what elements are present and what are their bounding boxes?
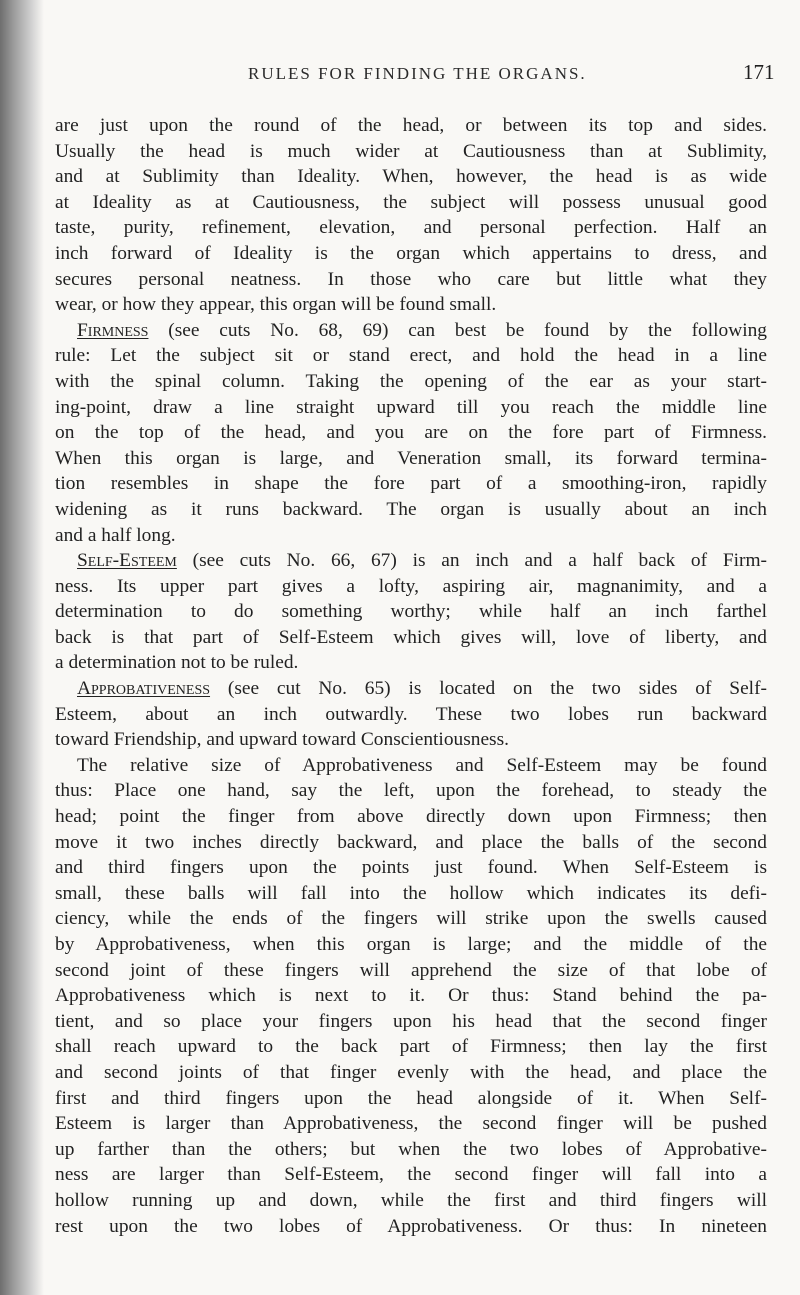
- text-line: Usually the head is much wider at Cautiousness than at Sublimity,: [55, 140, 767, 162]
- heading-firmness: Firmness: [77, 319, 149, 341]
- text-fragment: (see cut No. 65) is located on the two sides of Self-: [227, 678, 767, 700]
- text-line: Approbativeness which is next to it. Or thus: Stand behind the pa-: [55, 985, 767, 1007]
- text-line: shall reach upward to the back part of Firmness; then lay the first: [55, 1036, 767, 1058]
- text-line: a determination not to be ruled.: [55, 652, 299, 674]
- text-line: The relative size of Approbativeness and Self-Esteem may be found: [77, 754, 767, 776]
- text-line: rule: Let the subject sit or stand erect, and hold the head in a line: [55, 345, 767, 367]
- text-line: inch forward of Ideality is the organ which appertains to dress, and: [55, 242, 767, 264]
- text-fragment: (see cuts No. 66, 67) is an inch and a half back of Firm-: [192, 550, 767, 572]
- body-text: [55, 113, 767, 1239]
- text-line: first and third fingers upon the head alongside of it. When Self-: [55, 1087, 767, 1109]
- text-line: wear, or how they appear, this organ will be found small.: [55, 294, 497, 316]
- text-line: head; point the finger from above directly down upon Firmness; then: [55, 806, 767, 828]
- text-line: ness. Its upper part gives a lofty, aspiring air, magnanimity, and a: [55, 575, 767, 597]
- text-line: thus: Place one hand, say the left, upon the forehead, to steady the: [55, 780, 767, 802]
- text-line: hollow running up and down, while the first and third fingers will: [55, 1189, 767, 1211]
- text-line: and a half long.: [55, 524, 176, 546]
- page-header: [0, 62, 800, 92]
- text-line: at Ideality as at Cautiousness, the subject will possess unusual good: [55, 191, 767, 213]
- text-line: with the spinal column. Taking the opening of the ear as your start-: [55, 370, 767, 392]
- text-line: rest upon the two lobes of Approbativeness. Or thus: In nineteen: [55, 1215, 767, 1237]
- text-fragment: (see cuts No. 68, 69) can best be found by the following: [168, 319, 767, 341]
- text-line: tient, and so place your fingers upon his head that the second finger: [55, 1010, 767, 1032]
- text-line: small, these balls will fall into the hollow which indicates its defi-: [55, 882, 767, 904]
- text-line: and at Sublimity than Ideality. When, however, the head is as wide: [55, 166, 767, 188]
- heading-self-esteem: Self-Esteem: [77, 550, 177, 572]
- text-line: widening as it runs backward. The organ is usually about an inch: [55, 498, 767, 520]
- paragraph-firmness-first-line: [55, 318, 767, 344]
- running-title: RULES FOR FINDING THE ORGANS.: [248, 64, 587, 83]
- text-line: second joint of these fingers will apprehend the size of that lobe of: [55, 959, 767, 981]
- text-line: and third fingers upon the points just found. When Self-Esteem is: [55, 857, 767, 879]
- page-gutter-shadow: [0, 0, 44, 1295]
- text-line: on the top of the head, and you are on the fore part of Firmness.: [55, 422, 767, 444]
- paragraph-self-esteem-first-line: [55, 548, 767, 574]
- text-line: and second joints of that finger evenly with the head, and place the: [55, 1061, 767, 1083]
- text-line: determination to do something worthy; while half an inch farthel: [55, 601, 767, 623]
- text-line: When this organ is large, and Veneration small, its forward termina-: [55, 447, 767, 469]
- text-line: secures personal neatness. In those who care but little what they: [55, 268, 767, 290]
- text-line: are just upon the round of the head, or between its top and sides.: [55, 115, 767, 136]
- text-line: by Approbativeness, when this organ is large; and the middle of the: [55, 934, 767, 955]
- text-line: taste, purity, refinement, elevation, and personal perfection. Half an: [55, 217, 767, 239]
- page-number: 171: [743, 60, 775, 84]
- heading-approbativeness: Approbativeness: [77, 678, 211, 700]
- text-line: Esteem is larger than Approbativeness, the second finger will be pushed: [55, 1113, 767, 1135]
- text-line: up farther than the others; but when the two lobes of Approbative-: [55, 1138, 767, 1160]
- text-line: Esteem, about an inch outwardly. These two lobes run backward: [55, 703, 767, 725]
- text-line: move it two inches directly backward, and place the balls of the second: [55, 831, 767, 853]
- text-line: ing-point, draw a line straight upward till you reach the middle line: [55, 396, 767, 418]
- text-line: ciency, while the ends of the fingers will strike upon the swells caused: [55, 908, 767, 930]
- text-line: back is that part of Self-Esteem which gives will, love of liberty, and: [55, 626, 767, 648]
- text-line: ness are larger than Self-Esteem, the second finger will fall into a: [55, 1164, 767, 1186]
- text-line: tion resembles in shape the fore part of a smoothing-iron, rapidly: [55, 473, 767, 495]
- text-line: toward Friendship, and upward toward Conscientiousness.: [55, 729, 509, 751]
- paragraph-approbativeness-first-line: [55, 676, 767, 702]
